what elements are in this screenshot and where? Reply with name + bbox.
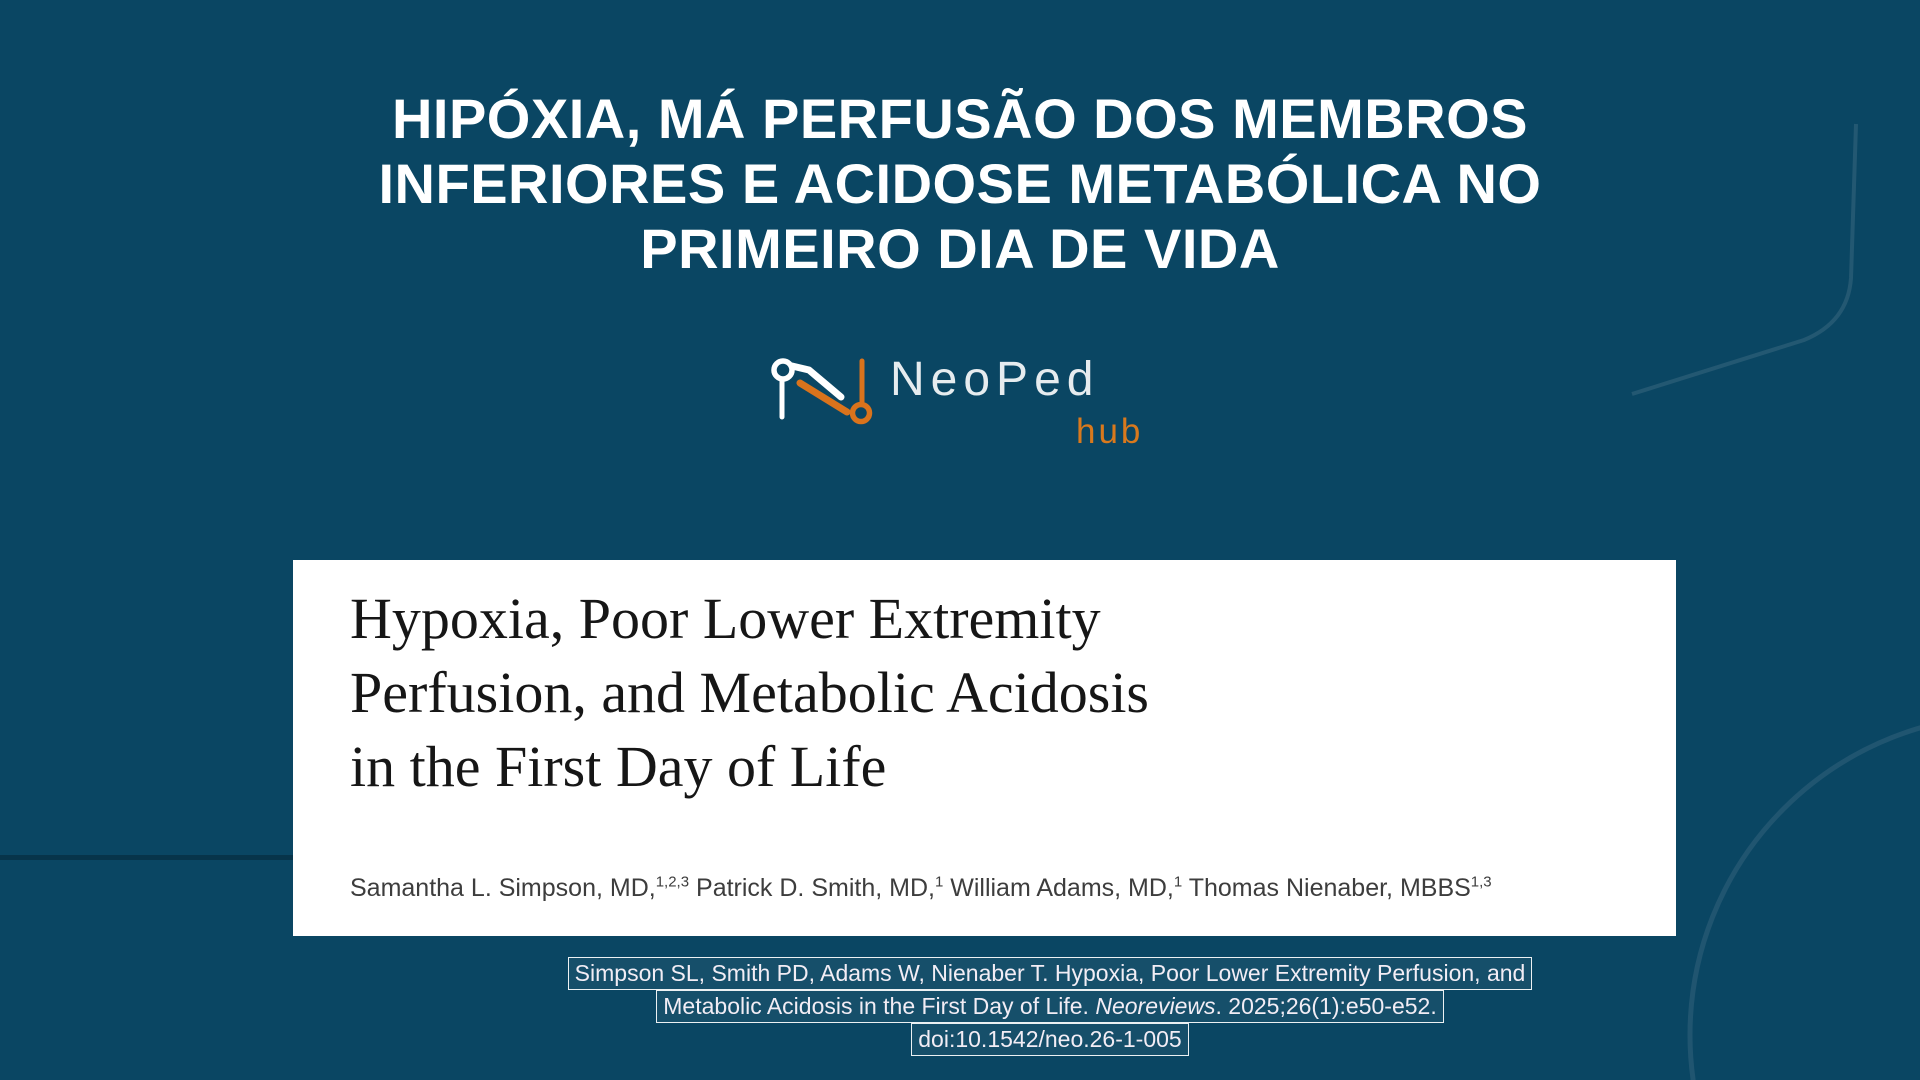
citation-line — [180, 1023, 1920, 1056]
paper-authors: Samantha L. Simpson, MD,$^{1,2,3}$ Patrick D. Smith, MD,$^1$ William Adams, MD,$^1$ Thomas Nienaber, MBBS$^{1,3}$ — [350, 873, 1492, 902]
paper-citation — [180, 957, 1920, 1056]
neoped-logo-icon — [751, 342, 875, 434]
paper-title-line-2: Perfusion, and Metabolic Acidosis — [350, 660, 1150, 725]
citation-line — [180, 990, 1920, 1023]
paper-header-card — [293, 560, 1676, 936]
slide-title-line-3: PRIMEIRO DIA DE VIDA — [640, 217, 1280, 280]
logo-wordmark-suffix: hub — [1076, 412, 1144, 451]
slide-title-line-2: INFERIORES E ACIDOSE METABÓLICA NO — [378, 152, 1542, 215]
paper-title-line-1: Hypoxia, Poor Lower Extremity — [350, 586, 1101, 651]
citation-text: doi:10.1542/neo.26-1-005 — [911, 1023, 1188, 1056]
citation-text: Metabolic Acidosis in the First Day of Life. Neoreviews. 2025;26(1):e50-e52. — [656, 990, 1443, 1023]
slide-title-line-1: HIPÓXIA, MÁ PERFUSÃO DOS MEMBROS — [391, 87, 1529, 150]
citation-text: Simpson SL, Smith PD, Adams W, Nienaber T. Hypoxia, Poor Lower Extremity Perfusion, and — [568, 957, 1533, 990]
citation-line — [180, 957, 1920, 990]
slide-title — [0, 86, 1920, 281]
paper-title-line-3: in the First Day of Life — [350, 734, 887, 799]
logo-wordmark: NeoPed — [890, 353, 1100, 406]
paper-title — [350, 582, 1149, 804]
